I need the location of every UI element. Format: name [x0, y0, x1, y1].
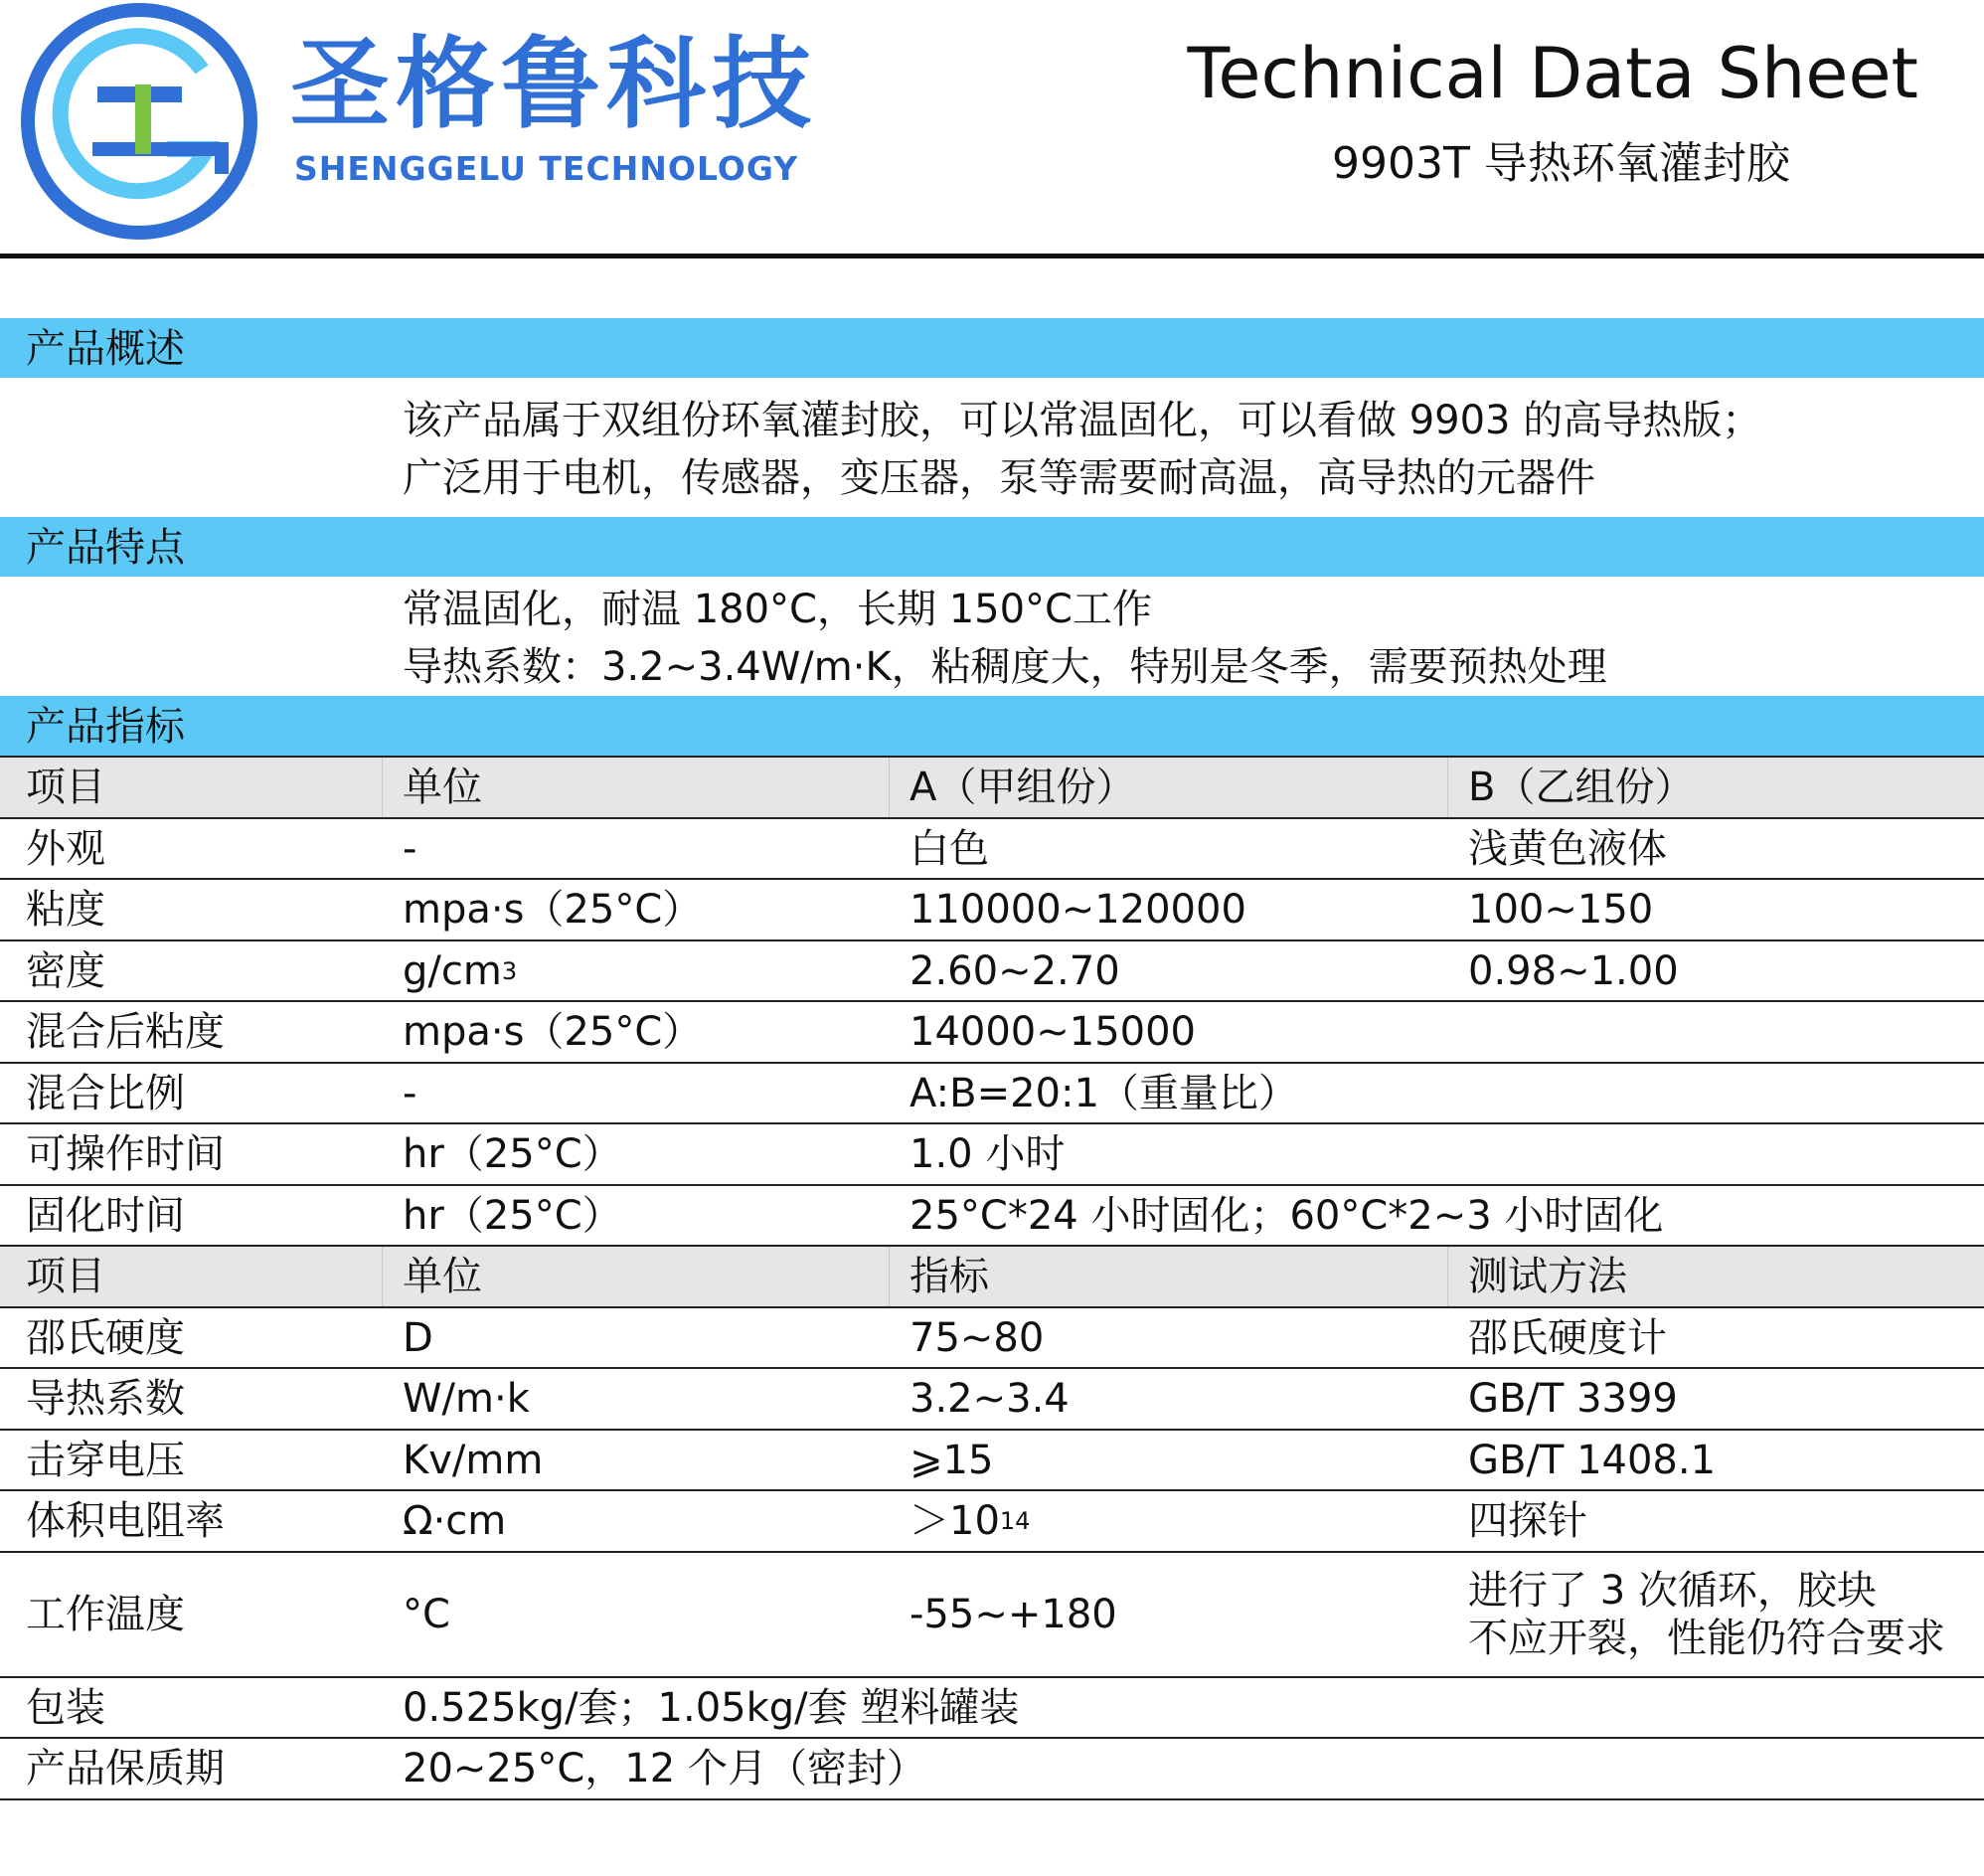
cell-unit: mpa·s（25°C） — [403, 1009, 703, 1055]
document-subtitle: 9903T 导热环氧灌封胶 — [1332, 138, 1790, 189]
cell-item: 固化时间 — [26, 1192, 185, 1239]
features-line-2: 导热系数：3.2~3.4W/m·K，粘稠度大，特别是冬季，需要预热处理 — [403, 644, 1607, 690]
header-cell-unit: 单位 — [403, 1254, 482, 1299]
company-logo-icon — [18, 0, 261, 244]
header-divider — [0, 254, 1984, 258]
density-unit-text: g/cm — [403, 947, 502, 994]
specs-table — [0, 756, 1984, 1800]
table-row — [0, 819, 1984, 880]
table-row — [0, 1491, 1984, 1553]
cell-indicator: ＞10 14 — [909, 1498, 1031, 1544]
cell-unit: Ω·cm — [403, 1498, 507, 1544]
cell-test-method: GB/T 1408.1 — [1468, 1437, 1717, 1483]
table-row-work-temp — [0, 1553, 1984, 1678]
cell-indicator: -55~+180 — [909, 1592, 1117, 1637]
table-row — [0, 1124, 1984, 1186]
table-row-shelf-life — [0, 1739, 1984, 1800]
cell-item: 邵氏硬度 — [26, 1314, 185, 1361]
header-cell-indicator: 指标 — [909, 1254, 989, 1299]
document-header — [0, 0, 1984, 260]
cell-indicator: ⩾15 — [909, 1437, 994, 1483]
cell-b: 0.98~1.00 — [1468, 947, 1679, 994]
section-heading-label: 产品概述 — [26, 326, 185, 372]
header-cell-item: 项目 — [26, 1254, 105, 1299]
header-cell-b: B（乙组份） — [1468, 765, 1695, 810]
cell-indicator: 75~80 — [909, 1314, 1045, 1361]
overview-line-1: 该产品属于双组份环氧灌封胶，可以常温固化，可以看做 9903 的高导热版； — [403, 398, 1762, 443]
table-row-packaging — [0, 1678, 1984, 1739]
test-method-line-2: 不应开裂，性能仍符合要求 — [1468, 1616, 1945, 1661]
cell-b: 浅黄色液体 — [1468, 825, 1667, 872]
cell-test-method: 邵氏硬度计 — [1468, 1314, 1667, 1361]
table-row — [0, 1308, 1984, 1369]
table-row — [0, 1186, 1984, 1247]
cell-unit: hr（25°C） — [403, 1131, 622, 1177]
features-line-1: 常温固化，耐温 180°C，长期 150°C工作 — [403, 587, 1152, 632]
cell-unit: D — [403, 1314, 433, 1361]
cell-b: 100~150 — [1468, 887, 1654, 933]
brand-name-cn: 圣格鲁科技 — [290, 26, 817, 142]
cell-indicator: 3.2~3.4 — [909, 1376, 1070, 1422]
cell-item: 密度 — [26, 947, 105, 994]
cell-item: 体积电阻率 — [26, 1498, 225, 1544]
cell-a: 白色 — [909, 825, 989, 872]
cell-unit: hr（25°C） — [403, 1192, 622, 1239]
resistivity-value-text: ＞10 — [909, 1498, 1000, 1544]
header-cell-test-method: 测试方法 — [1468, 1254, 1627, 1299]
cell-unit: - — [403, 825, 417, 872]
table-row — [0, 941, 1984, 1002]
section-specs-heading — [0, 696, 1984, 756]
table-row — [0, 880, 1984, 941]
table-row — [0, 1002, 1984, 1064]
table-header-row — [0, 1247, 1984, 1308]
brand-name-en: SHENGGELU TECHNOLOGY — [294, 149, 799, 188]
section-heading-label: 产品特点 — [26, 525, 185, 571]
cell-value: 0.525kg/套；1.05kg/套 塑料罐装 — [403, 1684, 1020, 1731]
table-row — [0, 1431, 1984, 1491]
header-cell-a: A（甲组份） — [909, 765, 1136, 810]
cell-item: 混合比例 — [26, 1070, 185, 1116]
cell-unit: mpa·s（25°C） — [403, 887, 703, 933]
table-row — [0, 1369, 1984, 1431]
table-row — [0, 1064, 1984, 1124]
section-heading-label: 产品指标 — [26, 704, 185, 750]
cell-item: 导热系数 — [26, 1376, 185, 1422]
cell-unit: g/cm 3 — [403, 947, 518, 994]
cell-item: 产品保质期 — [26, 1746, 225, 1791]
cell-item: 包装 — [26, 1684, 105, 1731]
cell-test-method — [1468, 1553, 1945, 1676]
cell-a: A:B=20:1（重量比） — [909, 1070, 1298, 1116]
table-header-row — [0, 758, 1984, 819]
header-cell-item: 项目 — [26, 765, 105, 810]
cell-test-method: GB/T 3399 — [1468, 1376, 1678, 1422]
cell-value: 20~25°C，12 个月（密封） — [403, 1746, 926, 1791]
cell-a: 1.0 小时 — [909, 1131, 1066, 1177]
cell-unit: Kv/mm — [403, 1437, 544, 1483]
cell-a: 2.60~2.70 — [909, 947, 1120, 994]
cell-a: 25°C*24 小时固化；60°C*2~3 小时固化 — [909, 1192, 1664, 1239]
cell-a: 110000~120000 — [909, 887, 1246, 933]
cell-item: 外观 — [26, 825, 105, 872]
section-features-heading — [0, 517, 1984, 577]
cell-test-method: 四探针 — [1468, 1498, 1587, 1544]
cell-unit: - — [403, 1070, 417, 1116]
cell-item: 混合后粘度 — [26, 1009, 225, 1055]
test-method-line-1: 进行了 3 次循环，胶块 — [1468, 1568, 1877, 1614]
cell-unit: W/m·k — [403, 1376, 530, 1422]
section-overview-heading — [0, 318, 1984, 378]
header-cell-unit: 单位 — [403, 765, 482, 810]
cell-a: 14000~15000 — [909, 1009, 1197, 1055]
cell-item: 可操作时间 — [26, 1131, 225, 1177]
document-title: Technical Data Sheet — [1187, 33, 1918, 114]
overview-line-2: 广泛用于电机，传感器，变压器，泵等需要耐高温，高导热的元器件 — [403, 455, 1595, 501]
cell-unit: °C — [403, 1592, 450, 1637]
cell-item: 粘度 — [26, 887, 105, 933]
cell-item: 击穿电压 — [26, 1437, 185, 1483]
cell-item: 工作温度 — [26, 1592, 185, 1637]
